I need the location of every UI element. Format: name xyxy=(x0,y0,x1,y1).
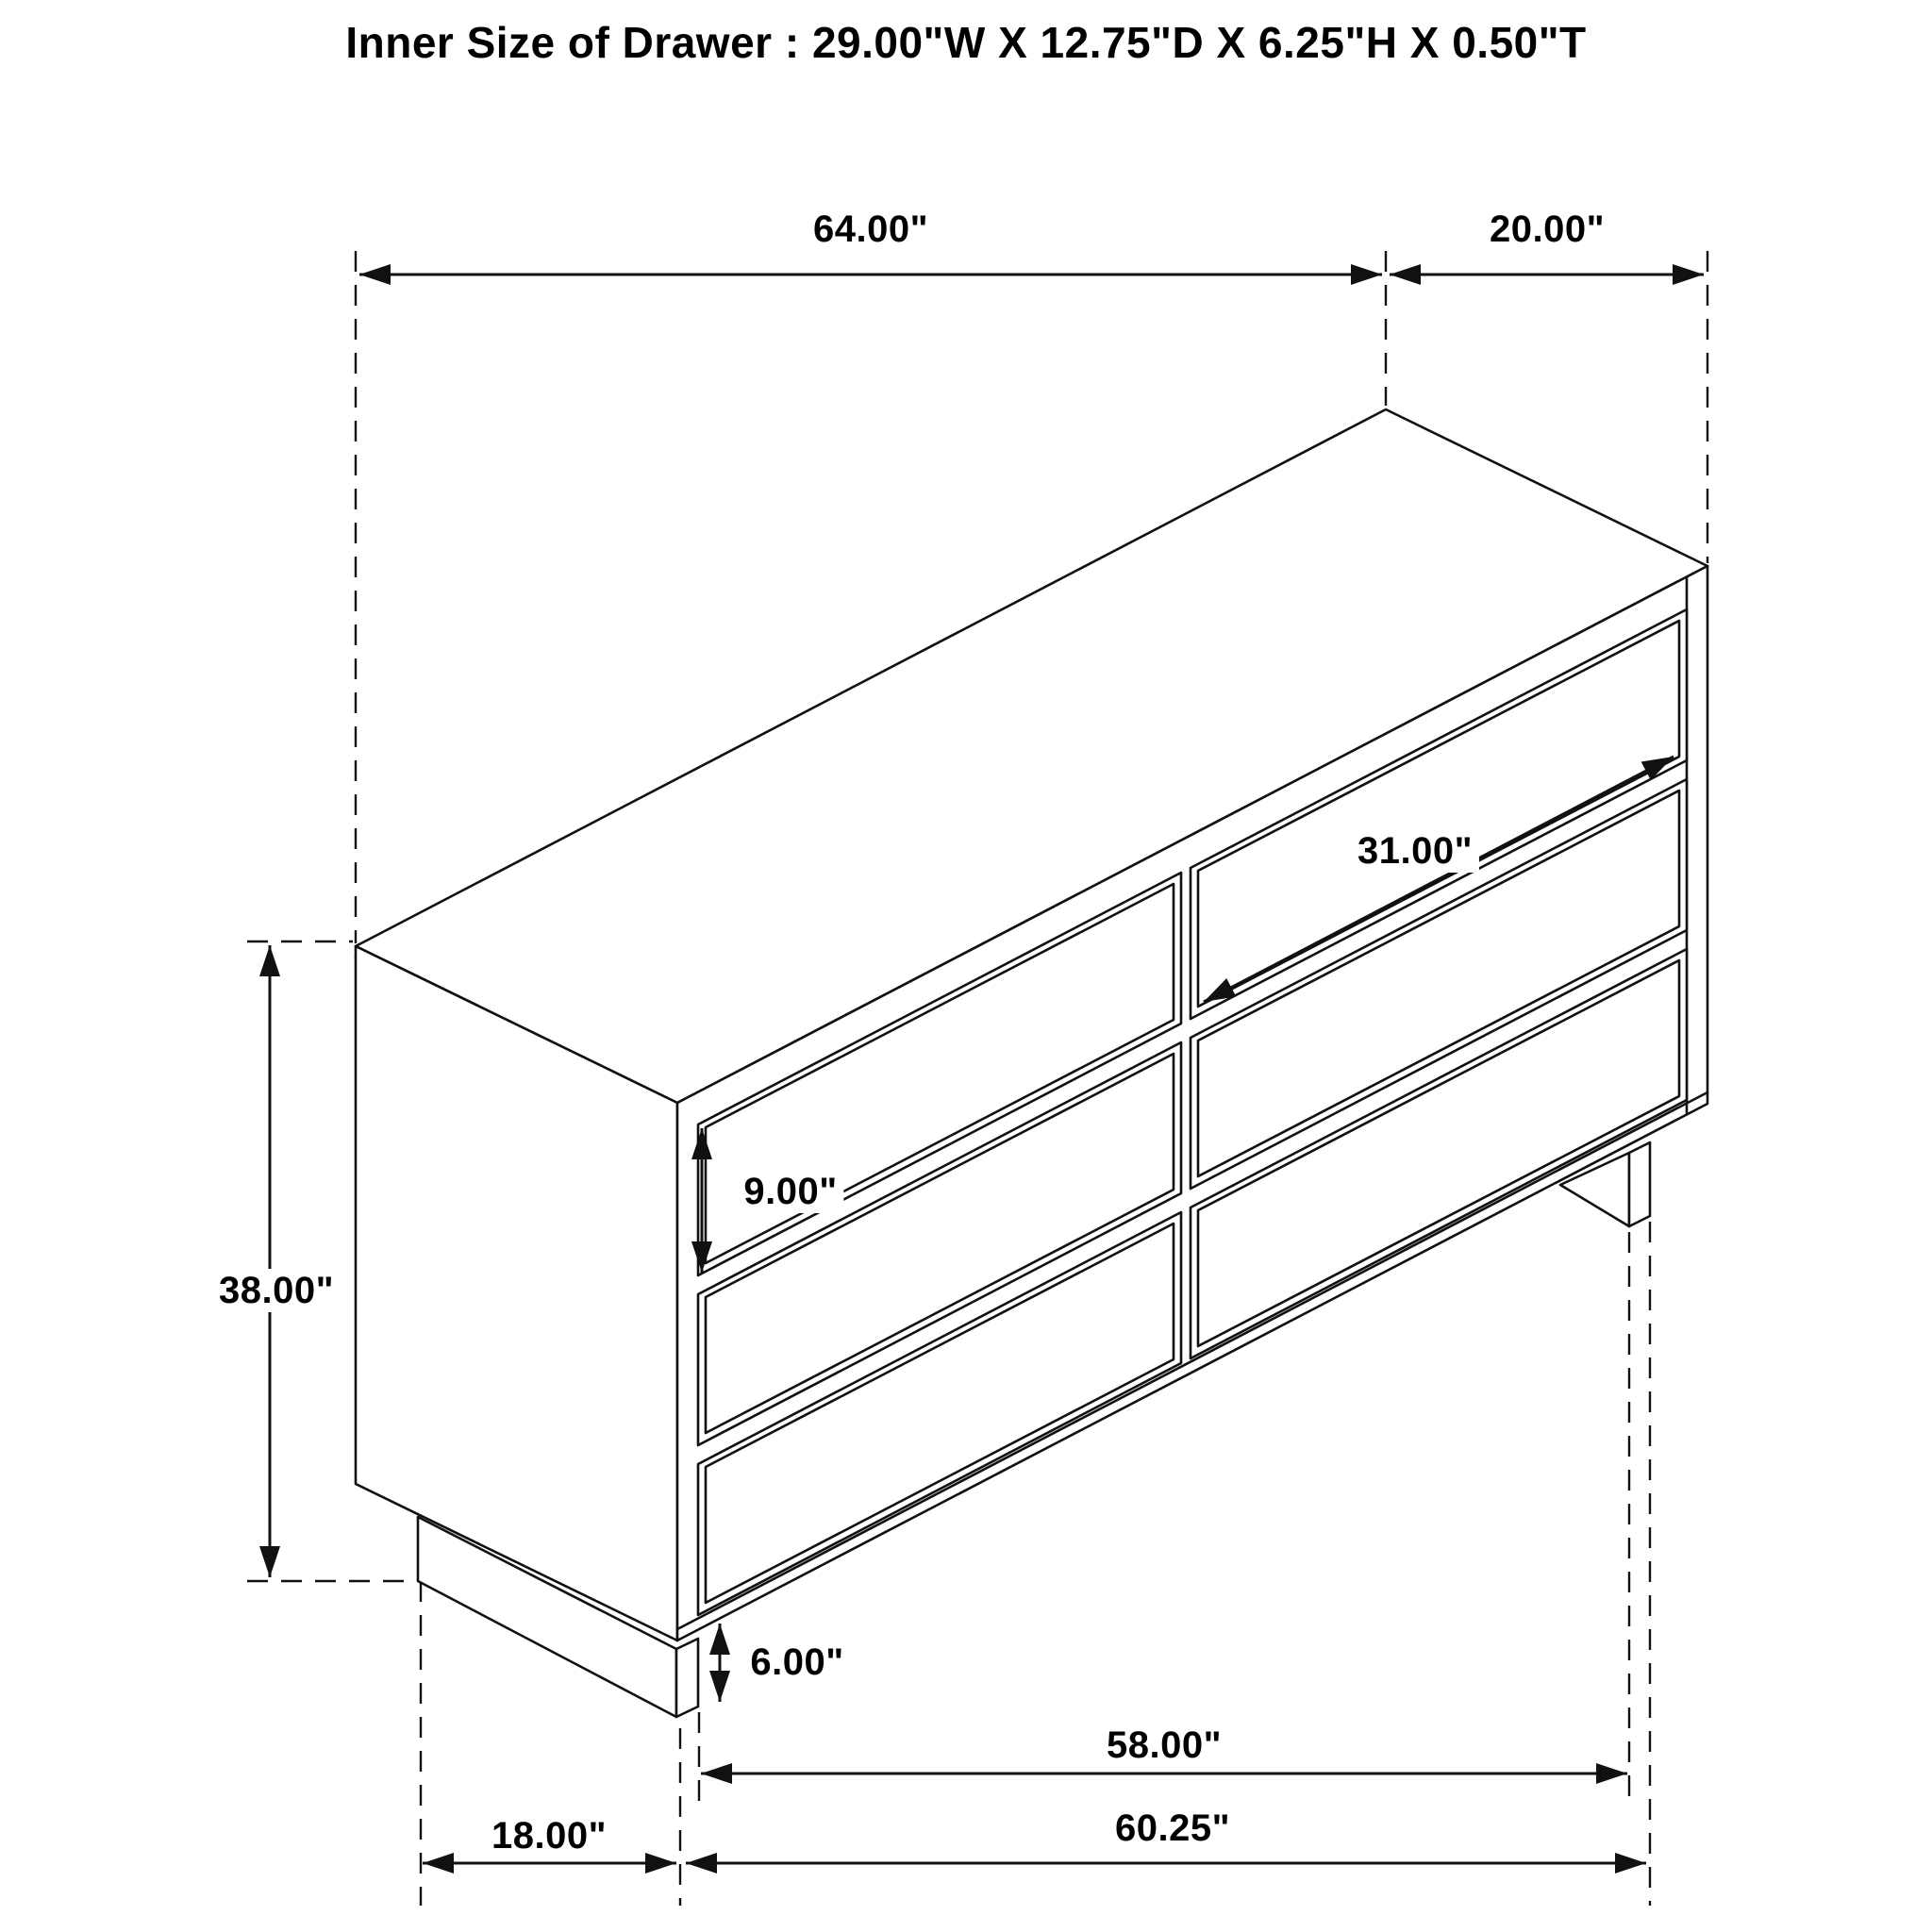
diagram-title: Inner Size of Drawer : 29.00"W X 12.75"D X 6.25"H X 0.50"T xyxy=(345,18,1587,67)
dim-label-top-width: 64.00" xyxy=(807,208,935,251)
dresser-body xyxy=(356,409,1707,1717)
dim-label-drawer-width: 31.00" xyxy=(1351,829,1479,873)
dim-label-overall-height: 38.00" xyxy=(212,1269,341,1312)
dim-label-base-outer-span: 60.25" xyxy=(1108,1807,1237,1850)
dim-label-base-height: 6.00" xyxy=(743,1641,850,1684)
dim-label-side-inset: 18.00" xyxy=(485,1814,613,1857)
dim-label-top-depth: 20.00" xyxy=(1483,208,1611,251)
dim-label-base-inner-span: 58.00" xyxy=(1100,1724,1228,1767)
dim-label-drawer-height: 9.00" xyxy=(737,1170,843,1213)
